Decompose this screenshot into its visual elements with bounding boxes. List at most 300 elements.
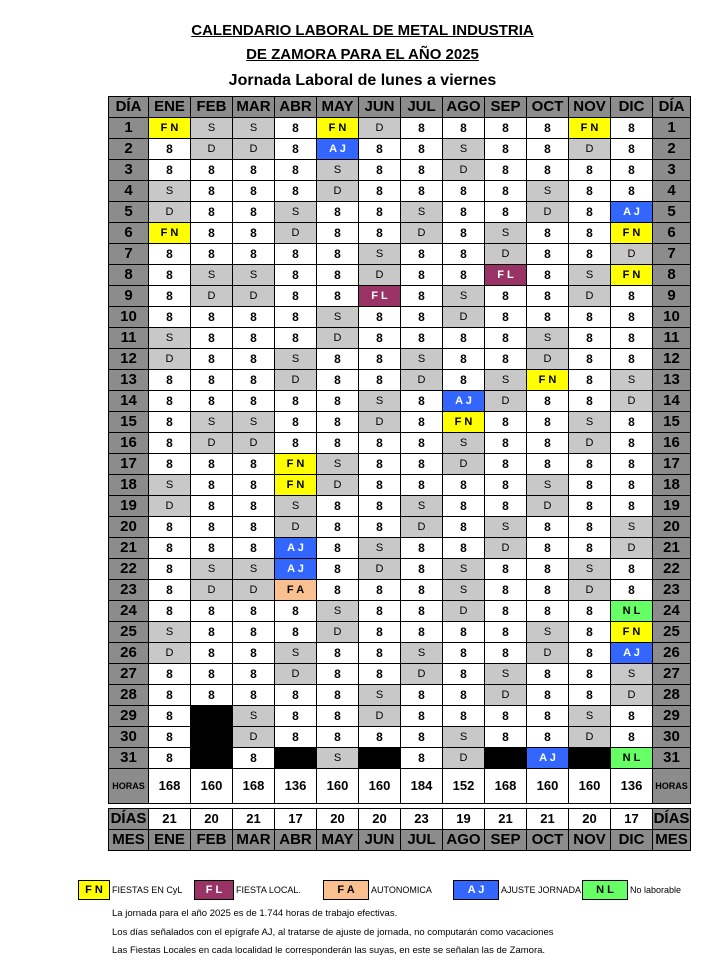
day-cell	[191, 727, 233, 748]
day-cell: 8	[275, 307, 317, 328]
day-number: 4	[109, 181, 149, 202]
day-cell: 8	[443, 685, 485, 706]
hours-cell: 160	[317, 769, 359, 804]
legend-swatch-aj: A J	[453, 880, 499, 900]
day-row	[109, 307, 691, 328]
day-cell	[569, 748, 611, 769]
day-cell: 8	[401, 139, 443, 160]
day-cell: 8	[233, 643, 275, 664]
day-cell: 8	[191, 496, 233, 517]
day-cell: D	[569, 727, 611, 748]
day-row	[109, 496, 691, 517]
day-cell: S	[191, 118, 233, 139]
day-cell: 8	[569, 685, 611, 706]
day-cell: 8	[317, 433, 359, 454]
day-cell: S	[443, 580, 485, 601]
day-cell: F N	[569, 118, 611, 139]
day-cell: 8	[191, 391, 233, 412]
hours-cell: 184	[401, 769, 443, 804]
day-cell: S	[359, 391, 401, 412]
day-cell: 8	[611, 118, 653, 139]
day-cell: A J	[275, 559, 317, 580]
day-cell: 8	[443, 349, 485, 370]
day-cell: 8	[485, 727, 527, 748]
day-cell: D	[485, 538, 527, 559]
day-cell: F N	[275, 454, 317, 475]
day-cell: 8	[191, 643, 233, 664]
day-cell: 8	[569, 370, 611, 391]
days-cell: 20	[191, 809, 233, 830]
day-cell: 8	[359, 160, 401, 181]
day-cell: 8	[401, 538, 443, 559]
legend-item-nl	[582, 880, 681, 900]
day-cell: 8	[317, 412, 359, 433]
day-cell: A J	[611, 643, 653, 664]
legend-swatch-fn: F N	[78, 880, 110, 900]
month-footer: ABR	[275, 830, 317, 851]
day-cell: 8	[485, 349, 527, 370]
day-cell: D	[149, 496, 191, 517]
hours-cell: 160	[359, 769, 401, 804]
day-cell: D	[527, 643, 569, 664]
day-cell: 8	[485, 496, 527, 517]
day-cell: 8	[149, 685, 191, 706]
day-cell: S	[191, 265, 233, 286]
day-cell: 8	[611, 328, 653, 349]
day-number-right: 23	[653, 580, 691, 601]
day-cell: S	[611, 664, 653, 685]
day-row	[109, 454, 691, 475]
day-row	[109, 412, 691, 433]
day-cell: D	[443, 601, 485, 622]
day-cell: 8	[527, 286, 569, 307]
day-cell: 8	[149, 580, 191, 601]
day-cell: 8	[317, 643, 359, 664]
days-label-right: DÍAS	[653, 809, 691, 830]
day-cell	[191, 706, 233, 727]
day-cell: D	[191, 139, 233, 160]
day-cell: 8	[149, 559, 191, 580]
month-header: MAR	[233, 97, 275, 118]
day-cell: 8	[401, 727, 443, 748]
day-row	[109, 559, 691, 580]
day-cell: A J	[611, 202, 653, 223]
day-cell: 8	[317, 370, 359, 391]
day-cell: 8	[401, 328, 443, 349]
legend-swatch-fl: F L	[194, 880, 234, 900]
day-cell: 8	[485, 286, 527, 307]
day-cell: S	[569, 265, 611, 286]
day-number: 31	[109, 748, 149, 769]
calendar-title-line2: DE ZAMORA PARA EL AÑO 2025	[246, 46, 479, 63]
day-cell: S	[317, 748, 359, 769]
day-cell: 8	[569, 223, 611, 244]
day-cell: F N	[149, 118, 191, 139]
day-cell: D	[401, 370, 443, 391]
day-cell: 8	[401, 181, 443, 202]
day-cell: S	[443, 139, 485, 160]
day-cell: D	[233, 580, 275, 601]
month-footer: MAY	[317, 830, 359, 851]
day-number: 7	[109, 244, 149, 265]
day-cell: 8	[527, 454, 569, 475]
legend-item-fa	[323, 880, 432, 900]
day-cell: 8	[149, 748, 191, 769]
day-number-right: 30	[653, 727, 691, 748]
day-cell: 8	[317, 265, 359, 286]
day-cell: N L	[611, 601, 653, 622]
day-cell: D	[317, 475, 359, 496]
day-cell: 8	[149, 307, 191, 328]
day-cell: S	[443, 559, 485, 580]
day-cell: 8	[443, 118, 485, 139]
day-cell: 8	[149, 601, 191, 622]
day-cell: 8	[275, 412, 317, 433]
day-cell: S	[317, 160, 359, 181]
day-number-right: 1	[653, 118, 691, 139]
day-number-right: 26	[653, 643, 691, 664]
day-cell: D	[359, 118, 401, 139]
legend-item-fn	[78, 880, 182, 900]
day-cell: F A	[275, 580, 317, 601]
calendar-title-line1: CALENDARIO LABORAL DE METAL INDUSTRIA	[191, 22, 534, 39]
note-local-holidays: Las Fiestas Locales en cada localidad le corresponderán las suyas, en este se señalan las de Zamora.	[112, 945, 546, 956]
day-cell: D	[275, 223, 317, 244]
day-cell: 8	[401, 454, 443, 475]
day-cell: 8	[233, 475, 275, 496]
day-cell: 8	[233, 349, 275, 370]
day-cell: S	[401, 496, 443, 517]
day-number-right: 29	[653, 706, 691, 727]
day-cell: 8	[191, 307, 233, 328]
day-cell: S	[485, 370, 527, 391]
day-number-right: 4	[653, 181, 691, 202]
day-cell: 8	[191, 622, 233, 643]
day-cell: 8	[191, 601, 233, 622]
day-cell: 8	[317, 349, 359, 370]
day-cell: S	[443, 727, 485, 748]
day-cell: S	[191, 559, 233, 580]
day-cell: 8	[275, 328, 317, 349]
day-cell: 8	[569, 349, 611, 370]
day-cell: 8	[401, 685, 443, 706]
day-number-right: 13	[653, 370, 691, 391]
day-cell: 8	[233, 622, 275, 643]
day-cell: D	[527, 202, 569, 223]
day-cell: S	[359, 685, 401, 706]
day-cell: 8	[233, 181, 275, 202]
day-cell: 8	[611, 181, 653, 202]
day-cell: F N	[275, 475, 317, 496]
day-cell: 8	[149, 139, 191, 160]
day-cell: 8	[191, 517, 233, 538]
day-cell: 8	[485, 307, 527, 328]
day-cell: 8	[191, 538, 233, 559]
day-cell: F N	[611, 265, 653, 286]
day-cell: 8	[359, 181, 401, 202]
hours-cell: 136	[611, 769, 653, 804]
day-cell: S	[611, 517, 653, 538]
day-cell: S	[317, 307, 359, 328]
day-cell: D	[149, 643, 191, 664]
hours-cell: 152	[443, 769, 485, 804]
day-cell: 8	[149, 706, 191, 727]
day-row	[109, 643, 691, 664]
day-cell: 8	[359, 433, 401, 454]
day-cell: 8	[401, 244, 443, 265]
day-cell: 8	[317, 538, 359, 559]
day-cell: 8	[611, 412, 653, 433]
day-number-right: 12	[653, 349, 691, 370]
day-cell: D	[443, 307, 485, 328]
day-cell: D	[401, 517, 443, 538]
day-cell: 8	[527, 664, 569, 685]
days-cell: 21	[149, 809, 191, 830]
day-cell: 8	[569, 475, 611, 496]
day-cell: 8	[527, 433, 569, 454]
day-cell: 8	[401, 475, 443, 496]
day-number: 9	[109, 286, 149, 307]
month-header: DIC	[611, 97, 653, 118]
hours-cell: 160	[569, 769, 611, 804]
month-header: SEP	[485, 97, 527, 118]
day-cell: S	[485, 664, 527, 685]
day-cell: 8	[275, 265, 317, 286]
day-cell: 8	[359, 454, 401, 475]
day-cell: 8	[401, 412, 443, 433]
day-cell: S	[527, 181, 569, 202]
day-cell: 8	[569, 391, 611, 412]
day-cell: 8	[275, 706, 317, 727]
day-cell: 8	[569, 517, 611, 538]
day-cell: D	[359, 706, 401, 727]
hours-label: HORAS	[109, 769, 149, 804]
day-cell: D	[611, 685, 653, 706]
day-cell: 8	[443, 517, 485, 538]
day-cell: 8	[611, 286, 653, 307]
hours-cell: 168	[233, 769, 275, 804]
day-cell: 8	[317, 559, 359, 580]
day-cell: 8	[359, 223, 401, 244]
day-cell: S	[317, 454, 359, 475]
day-cell: 8	[317, 727, 359, 748]
day-cell: D	[359, 265, 401, 286]
day-cell: D	[317, 181, 359, 202]
day-cell: 8	[233, 160, 275, 181]
day-cell: 8	[275, 433, 317, 454]
day-cell: S	[401, 349, 443, 370]
day-number-right: 8	[653, 265, 691, 286]
day-row	[109, 580, 691, 601]
day-cell: 8	[359, 517, 401, 538]
day-header-right: DÍA	[653, 97, 691, 118]
day-number: 6	[109, 223, 149, 244]
day-cell: 8	[191, 475, 233, 496]
calendar-table	[108, 96, 691, 851]
day-cell: D	[275, 517, 317, 538]
day-cell: 8	[443, 244, 485, 265]
day-cell: 8	[233, 391, 275, 412]
day-cell: 8	[443, 328, 485, 349]
day-row	[109, 391, 691, 412]
day-cell: 8	[359, 622, 401, 643]
day-cell: S	[317, 601, 359, 622]
day-cell: 8	[359, 643, 401, 664]
day-cell: 8	[569, 454, 611, 475]
day-cell: 8	[443, 370, 485, 391]
day-cell: 8	[359, 496, 401, 517]
day-cell: 8	[443, 181, 485, 202]
days-cell: 17	[611, 809, 653, 830]
day-cell: F N	[149, 223, 191, 244]
month-footer: AGO	[443, 830, 485, 851]
day-cell: 8	[443, 496, 485, 517]
day-number-right: 18	[653, 475, 691, 496]
day-cell: F N	[611, 622, 653, 643]
day-number: 2	[109, 139, 149, 160]
day-cell	[485, 748, 527, 769]
day-cell: S	[233, 706, 275, 727]
day-cell: S	[569, 412, 611, 433]
day-cell: 8	[401, 307, 443, 328]
day-cell: 8	[359, 601, 401, 622]
day-cell: 8	[485, 580, 527, 601]
day-cell: 8	[527, 391, 569, 412]
day-cell: 8	[317, 496, 359, 517]
hours-cell: 168	[149, 769, 191, 804]
day-cell: 8	[569, 496, 611, 517]
day-cell: 8	[275, 181, 317, 202]
day-cell: 8	[317, 517, 359, 538]
day-cell: 8	[569, 244, 611, 265]
day-cell: 8	[569, 328, 611, 349]
day-cell: 8	[569, 622, 611, 643]
hours-cell: 160	[191, 769, 233, 804]
day-cell: 8	[317, 244, 359, 265]
day-cell: 8	[527, 307, 569, 328]
day-cell: 8	[485, 433, 527, 454]
day-cell: 8	[233, 454, 275, 475]
day-row	[109, 601, 691, 622]
days-row	[109, 809, 691, 830]
day-cell: 8	[191, 370, 233, 391]
day-cell: 8	[485, 559, 527, 580]
day-cell: S	[233, 559, 275, 580]
day-cell: 8	[443, 643, 485, 664]
day-cell	[359, 748, 401, 769]
day-cell: 8	[233, 328, 275, 349]
day-number: 20	[109, 517, 149, 538]
month-header-row	[109, 97, 691, 118]
calendar-body	[109, 118, 691, 769]
day-cell: 8	[401, 118, 443, 139]
day-cell: 8	[485, 160, 527, 181]
day-cell: 8	[527, 118, 569, 139]
month-footer: JUN	[359, 830, 401, 851]
day-cell: 8	[401, 706, 443, 727]
day-number: 21	[109, 538, 149, 559]
day-number: 8	[109, 265, 149, 286]
day-row	[109, 727, 691, 748]
day-cell: D	[233, 727, 275, 748]
hours-cell: 136	[275, 769, 317, 804]
days-cell: 17	[275, 809, 317, 830]
day-cell: 8	[233, 244, 275, 265]
day-number: 11	[109, 328, 149, 349]
day-number-right: 24	[653, 601, 691, 622]
day-cell	[275, 748, 317, 769]
day-cell: 8	[443, 475, 485, 496]
legend-swatch-fa: F A	[323, 880, 369, 900]
day-cell: A J	[527, 748, 569, 769]
day-cell: 8	[569, 160, 611, 181]
day-number: 17	[109, 454, 149, 475]
day-number: 28	[109, 685, 149, 706]
day-cell: 8	[191, 202, 233, 223]
day-cell: 8	[149, 244, 191, 265]
day-cell: 8	[233, 202, 275, 223]
day-cell: 8	[233, 496, 275, 517]
day-cell: 8	[443, 664, 485, 685]
day-cell: D	[275, 664, 317, 685]
day-cell: 8	[485, 622, 527, 643]
day-cell: 8	[191, 328, 233, 349]
day-cell: 8	[485, 643, 527, 664]
day-cell: D	[485, 244, 527, 265]
day-number-right: 10	[653, 307, 691, 328]
day-cell: 8	[401, 748, 443, 769]
day-cell: S	[485, 517, 527, 538]
day-row	[109, 706, 691, 727]
day-cell: 8	[317, 685, 359, 706]
day-number-right: 25	[653, 622, 691, 643]
day-cell: F N	[611, 223, 653, 244]
day-number-right: 2	[653, 139, 691, 160]
day-cell: 8	[443, 622, 485, 643]
day-cell: A J	[443, 391, 485, 412]
day-cell: 8	[191, 454, 233, 475]
day-row	[109, 202, 691, 223]
day-row	[109, 118, 691, 139]
day-cell: D	[317, 622, 359, 643]
day-cell: 8	[527, 706, 569, 727]
day-cell: 8	[149, 433, 191, 454]
day-cell: 8	[149, 517, 191, 538]
day-cell: D	[191, 433, 233, 454]
day-cell: 8	[359, 475, 401, 496]
day-cell: 8	[485, 601, 527, 622]
day-cell: 8	[149, 664, 191, 685]
month-header: AGO	[443, 97, 485, 118]
days-cell: 20	[317, 809, 359, 830]
day-cell: 8	[359, 664, 401, 685]
day-cell: 8	[401, 265, 443, 286]
day-cell: 8	[527, 223, 569, 244]
day-cell: S	[401, 202, 443, 223]
day-cell: 8	[275, 160, 317, 181]
day-cell: D	[611, 538, 653, 559]
day-cell: D	[485, 685, 527, 706]
day-cell: 8	[485, 475, 527, 496]
day-cell: 8	[359, 349, 401, 370]
month-footer-label-right: MES	[653, 830, 691, 851]
day-cell: 8	[149, 727, 191, 748]
day-cell: 8	[275, 685, 317, 706]
day-cell: 8	[191, 664, 233, 685]
day-cell: 8	[275, 139, 317, 160]
day-cell: 8	[401, 601, 443, 622]
day-number-right: 3	[653, 160, 691, 181]
